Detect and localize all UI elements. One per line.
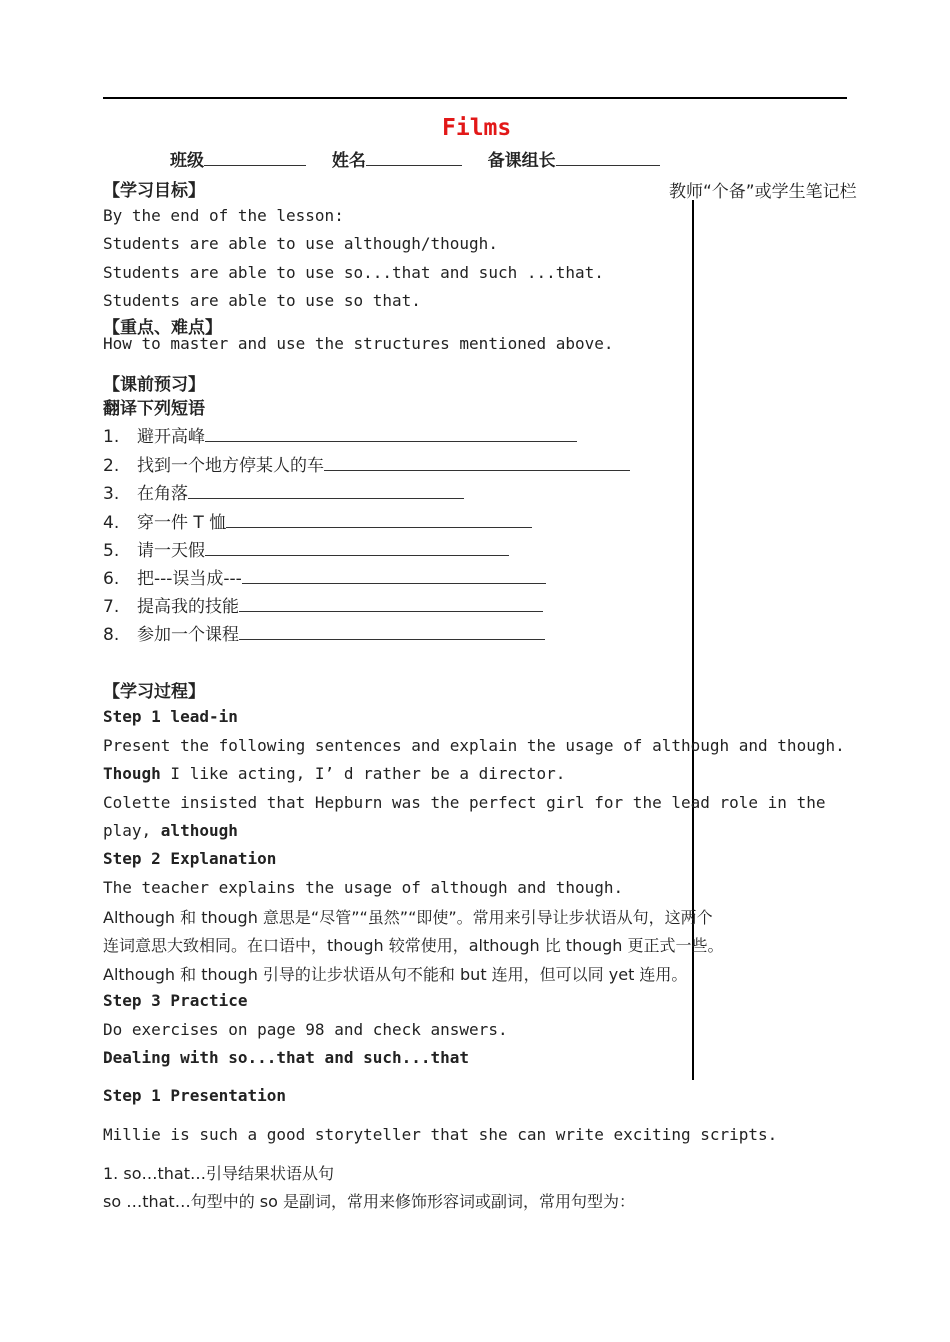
answer-blank[interactable] [239,625,545,640]
step3-title: Step 3 Practice [103,991,248,1010]
class-label: 班级 [170,151,204,171]
step2-text: The teacher explains the usage of although and though. [103,878,624,897]
side-note: 教师“个备”或学生笔记栏 [669,182,857,202]
preview-item [103,508,532,533]
objective-line: Students are able to use so...that and such ...that. [103,263,604,282]
preview-item [103,564,546,589]
preview-item [103,451,630,476]
item-number: 5. [103,541,120,561]
item-text: 提高我的技能 [137,597,239,617]
item-number: 4. [103,513,120,533]
item-text: 请一天假 [137,541,205,561]
presentation-title: Step 1 Presentation [103,1086,287,1105]
item-text: 把---误当成--- [137,569,242,589]
preview-item [103,479,464,504]
header-fields [170,146,660,171]
preview-heading: 【课前预习】 [103,375,205,395]
preview-subheading: 翻译下列短语 [103,399,205,419]
explanation-line2: 连词意思大致相同。在口语中，though 较常使用，although 比 though 更正式一些。 [103,936,724,955]
objective-line: Students are able to use although/though. [103,234,498,253]
class-blank[interactable] [204,151,306,166]
step2-title: Step 2 Explanation [103,849,277,868]
leader-blank[interactable] [556,151,660,166]
example-2-line1: Colette insisted that Hepburn was the perfect girl for the lead role in the [103,793,826,812]
so-that-line2: so …that…句型中的 so 是副词，常用来修饰形容词或副词，常用句型为： [103,1192,636,1211]
preview-item [103,536,509,561]
preview-item [103,422,577,447]
example-1-keyword: Though [103,764,161,783]
leader-label: 备课组长 [487,151,556,171]
item-text: 穿一件 T 恤 [137,513,227,533]
name-label: 姓名 [331,151,366,171]
item-text: 参加一个课程 [137,625,239,645]
answer-blank[interactable] [239,597,543,612]
process-heading: 【学习过程】 [103,682,205,702]
explanation-line3: Although 和 though 引导的让步状语从句不能和 but 连用，但可以同 yet 连用。 [103,965,688,984]
step3-text: Do exercises on page 98 and check answers. [103,1020,508,1039]
key-points-text: How to master and use the structures mentioned above. [103,334,614,353]
item-number: 3. [103,484,120,504]
so-that-line1: 1. so…that…引导结果状语从句 [103,1164,334,1183]
item-text: 在角落 [137,484,188,504]
item-number: 7. [103,597,120,617]
example-2-keyword: although [160,821,238,840]
example-2-start: play, [103,821,161,840]
explanation-line1: Although 和 though 意思是“尽管”“虽然”“即使”。常用来引导让步状语从句，这两个 [103,908,713,927]
objective-line: Students are able to use so that. [103,291,421,310]
section2-title: Dealing with so...that and such...that [103,1048,470,1067]
step1-text: Present the following sentences and explain the usage of although and though. [103,736,845,755]
preview-item [103,620,545,645]
name-blank[interactable] [366,151,462,166]
answer-blank[interactable] [188,484,464,499]
example-2-line2 [103,821,238,840]
example-1 [103,764,565,783]
top-rule [103,97,847,99]
step1-title: Step 1 lead-in [103,707,238,726]
objectives-heading: 【学习目标】 [103,181,205,201]
key-points-heading: 【重点、难点】 [103,318,222,338]
objective-line: By the end of the lesson: [103,206,344,225]
item-number: 2. [103,456,120,476]
answer-blank[interactable] [205,427,577,442]
preview-item [103,592,543,617]
answer-blank[interactable] [242,569,546,584]
answer-blank[interactable] [226,513,532,528]
answer-blank[interactable] [324,456,630,471]
page-title: Films [442,115,512,141]
item-number: 1. [103,427,120,447]
presentation-text: Millie is such a good storyteller that she can write exciting scripts. [103,1125,778,1144]
item-number: 6. [103,569,120,589]
item-number: 8. [103,625,120,645]
example-1-rest: I like acting, I’ d rather be a director. [160,764,566,783]
answer-blank[interactable] [205,541,509,556]
item-text: 找到一个地方停某人的车 [137,456,324,476]
item-text: 避开高峰 [137,427,205,447]
